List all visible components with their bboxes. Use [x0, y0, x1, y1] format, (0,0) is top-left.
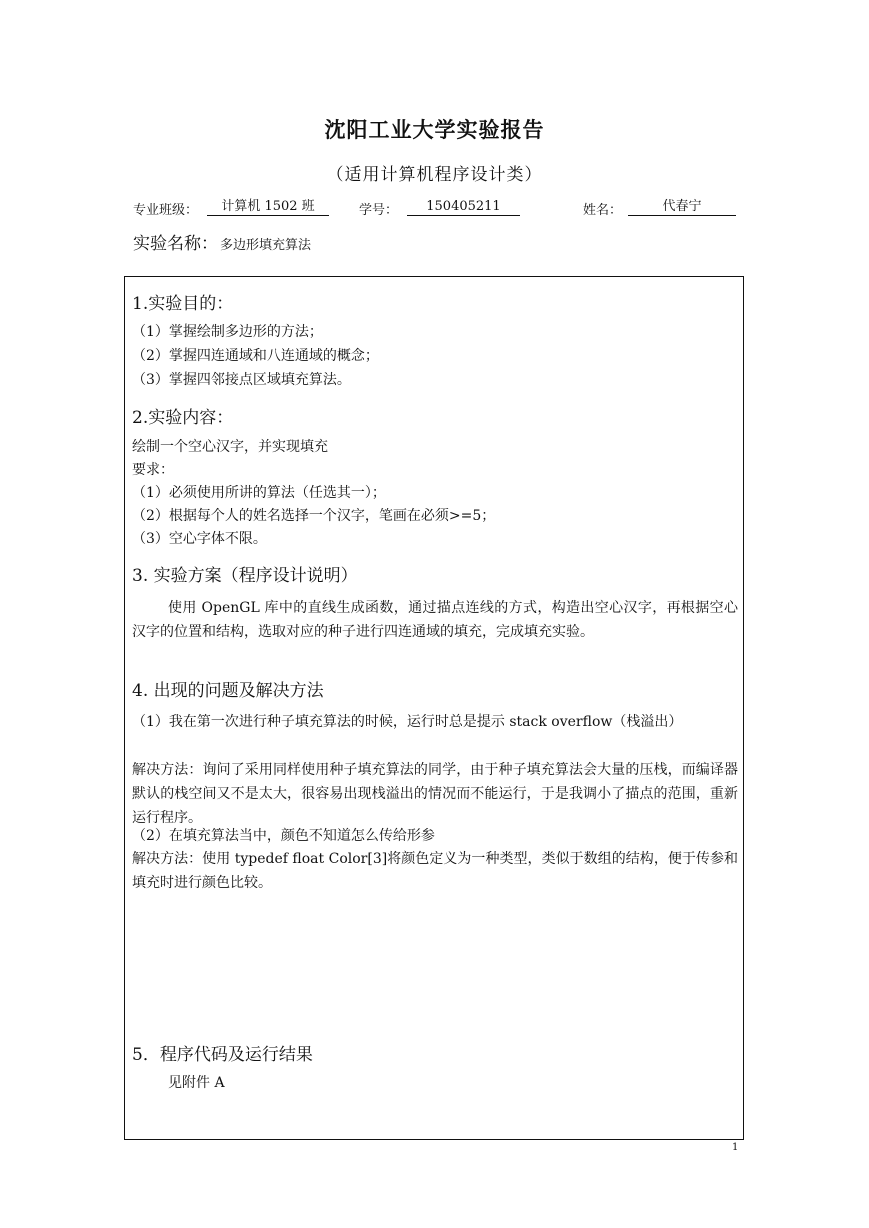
- section-5-text: 见附件 A: [168, 1075, 225, 1091]
- experiment-name-value: 多边形填充算法: [220, 238, 312, 253]
- report-title: 沈阳工业大学实验报告: [324, 117, 545, 142]
- section-2-heading: 2.实验内容：: [132, 408, 234, 428]
- section-1-item: （1）掌握绘制多边形的方法；: [132, 324, 323, 340]
- page-number: 1: [732, 1142, 739, 1153]
- section-2-line: （1）必须使用所讲的算法（任选其一）；: [132, 485, 386, 501]
- class-value: 计算机 1502 班: [207, 199, 329, 216]
- section-3-heading: 3. 实验方案（程序设计说明）: [132, 566, 358, 586]
- student-id-label: 学号：: [359, 203, 399, 218]
- section-1-heading: 1.实验目的：: [132, 294, 234, 314]
- section-4-heading: 4. 出现的问题及解决方法: [132, 681, 324, 701]
- section-4-problem-2: （2）在填充算法当中，颜色不知道怎么传给形参: [132, 828, 435, 844]
- section-2-line: 要求：: [132, 462, 174, 478]
- section-1-item: （2）掌握四连通域和八连通域的概念；: [132, 348, 379, 364]
- section-1-item: （3）掌握四邻接点区域填充算法。: [132, 372, 351, 388]
- name-value: 代春宁: [628, 199, 736, 216]
- section-2-line: （3）空心字体不限。: [132, 531, 267, 547]
- section-2-line: 绘制一个空心汉字，并实现填充: [132, 439, 328, 455]
- section-4-solution-2: 解决方法：使用 typedef float Color[3]将颜色定义为一种类型，类似于数组的结构，便于传参和填充时进行颜色比较。: [132, 851, 738, 891]
- experiment-name-label: 实验名称：: [133, 234, 218, 254]
- experiment-name: [133, 229, 311, 254]
- section-2-line: （2）根据每个人的姓名选择一个汉字，笔画在必须>=5；: [132, 508, 496, 524]
- student-info-row: [0, 199, 869, 221]
- class-label: 专业班级：: [133, 203, 199, 218]
- section-4-problem-1: （1）我在第一次进行种子填充算法的时候，运行时总是提示 stack overflow（栈溢出）: [132, 714, 683, 730]
- student-id-value: 150405211: [407, 199, 520, 216]
- report-subtitle: （适用计算机程序设计类）: [326, 165, 543, 185]
- section-5-heading: 5．程序代码及运行结果: [132, 1045, 313, 1065]
- section-3-paragraph: 使用 OpenGL 库中的直线生成函数，通过描点连线的方式，构造出空心汉字，再根据空心汉字的位置和结构，选取对应的种子进行四连通域的填充，完成填充实验。: [132, 600, 738, 640]
- section-4-solution-1: 解决方法：询问了采用同样使用种子填充算法的同学，由于种子填充算法会大量的压栈，而编译器默认的栈空间又不是太大，很容易出现栈溢出的情况而不能运行，于是我调小了描点的范围，重新运行程序。: [132, 762, 738, 826]
- name-label: 姓名：: [583, 203, 623, 218]
